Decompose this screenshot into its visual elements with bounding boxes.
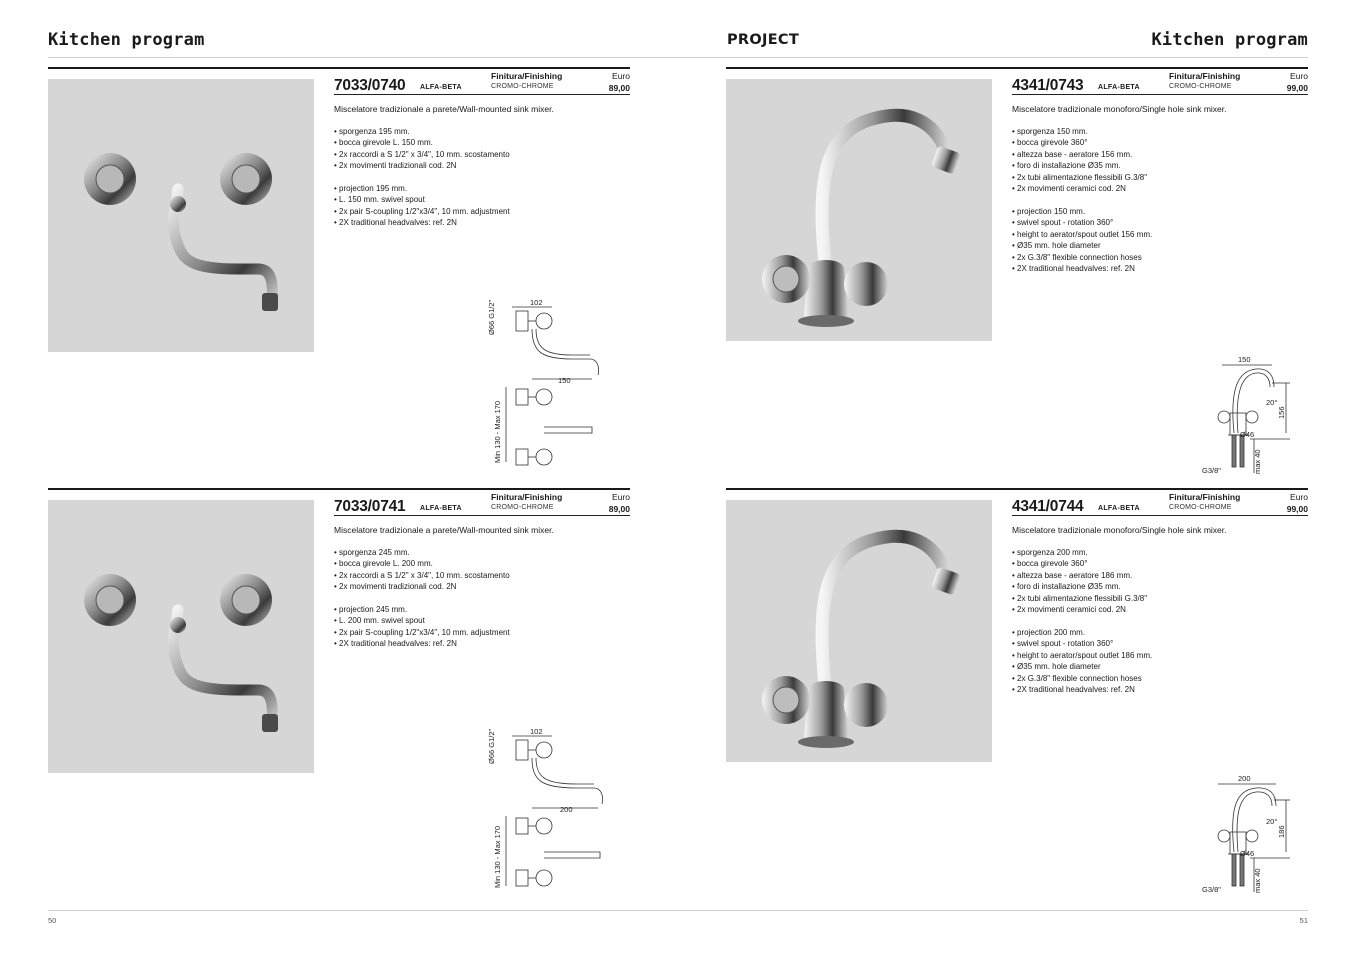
dimension-height: 156 xyxy=(1277,406,1286,419)
dimension-base: Ø46 xyxy=(1240,849,1255,858)
product-photo-wall-mixer xyxy=(48,79,314,352)
feature-item: • 2x pair S-coupling 1/2"x3/4", 10 mm. adjustment xyxy=(334,206,510,217)
features-italian xyxy=(1012,547,1147,615)
sink-mixer-illustration xyxy=(726,79,992,341)
feature-item: • bocca girevole 360° xyxy=(1012,137,1147,148)
product-brand: ALFA-BETA xyxy=(1098,505,1140,512)
feature-item: • 2x tubi alimentazione flessibili G.3/8" xyxy=(1012,172,1147,183)
product-card-7033-0740 xyxy=(48,67,630,479)
features-english xyxy=(334,604,510,650)
dimension-hose: G3/8" xyxy=(1202,466,1221,475)
price-label: Euro xyxy=(612,71,630,81)
dimension-top: 102 xyxy=(530,727,543,736)
feature-item: • 2x pair S-coupling 1/2"x3/4", 10 mm. adjustment xyxy=(334,627,510,638)
product-code: 4341/0743 xyxy=(1012,77,1084,94)
feature-item: • sporgenza 200 mm. xyxy=(1012,547,1147,558)
price-value: 89,00 xyxy=(608,504,630,514)
features-english xyxy=(334,183,510,229)
header-underline xyxy=(334,515,630,516)
sink-mixer-illustration xyxy=(726,500,992,762)
feature-item: • bocca girevole 360° xyxy=(1012,558,1147,569)
finishing-label: Finitura/Finishing xyxy=(1169,71,1241,81)
feature-item: • bocca girevole L. 150 mm. xyxy=(334,137,510,148)
technical-drawing-sink-mixer xyxy=(1200,353,1300,482)
header-underline xyxy=(1012,94,1308,95)
feature-item: • 2x movimenti tradizionali cod. 2N xyxy=(334,160,510,171)
product-code: 7033/0741 xyxy=(334,498,406,515)
feature-item: • sporgenza 150 mm. xyxy=(1012,126,1147,137)
feature-item: • projection 150 mm. xyxy=(1012,206,1152,217)
feature-item: • projection 200 mm. xyxy=(1012,627,1152,638)
product-card-4341-0744 xyxy=(726,488,1308,900)
header-underline xyxy=(334,94,630,95)
price-value: 89,00 xyxy=(608,83,630,93)
dimension-top: 102 xyxy=(530,298,543,307)
feature-item: • Ø35 mm. hole diameter xyxy=(1012,661,1152,672)
left-page-title: Kitchen program xyxy=(48,30,205,50)
dimension-angle: 20° xyxy=(1266,398,1278,407)
dimension-max: max 40 xyxy=(1253,449,1262,474)
dimension-range: Min 130 - Max 170 xyxy=(493,400,502,463)
price-value: 99,00 xyxy=(1286,83,1308,93)
feature-item: • 2X traditional headvalves: ref. 2N xyxy=(1012,684,1152,695)
product-description: Miscelatore tradizionale monoforo/Single hole sink mixer. xyxy=(1012,104,1227,114)
feature-item: • swivel spout - rotation 360° xyxy=(1012,638,1152,649)
price-label: Euro xyxy=(1290,71,1308,81)
footer-divider xyxy=(48,910,1308,911)
feature-item: • L. 200 mm. swivel spout xyxy=(334,615,510,626)
dimension-spout: 200 xyxy=(560,805,573,814)
technical-drawing-wall-mixer xyxy=(482,297,612,472)
feature-item: • 2X traditional headvalves: ref. 2N xyxy=(334,217,510,228)
feature-item: • 2x movimenti ceramici cod. 2N xyxy=(1012,604,1147,615)
feature-item: • projection 195 mm. xyxy=(334,183,510,194)
wall-mixer-illustration xyxy=(48,500,314,773)
product-description: Miscelatore tradizionale monoforo/Single hole sink mixer. xyxy=(1012,525,1227,535)
product-description: Miscelatore tradizionale a parete/Wall-mounted sink mixer. xyxy=(334,525,554,535)
dimension-range: Min 130 - Max 170 xyxy=(493,825,502,888)
technical-drawing-wall-mixer xyxy=(482,726,612,901)
product-top-rule xyxy=(726,488,1308,490)
dimension-drawing xyxy=(482,726,612,896)
wall-mixer-illustration xyxy=(48,79,314,352)
dimension-drawing xyxy=(1200,772,1300,896)
feature-item: • 2x movimenti tradizionali cod. 2N xyxy=(334,581,510,592)
dimension-angle: 20° xyxy=(1266,817,1278,826)
brand-title: PROJECT xyxy=(727,32,800,48)
dimension-pipe: Ø66 G1/2" xyxy=(487,299,496,335)
dimension-base: Ø46 xyxy=(1240,430,1255,439)
feature-item: • height to aerator/spout outlet 156 mm. xyxy=(1012,229,1152,240)
feature-item: • foro di installazione Ø35 mm. xyxy=(1012,581,1147,592)
dimension-spout: 150 xyxy=(558,376,571,385)
finishing-value: CROMO-CHROME xyxy=(1169,504,1232,511)
product-code: 4341/0744 xyxy=(1012,498,1084,515)
product-photo-wall-mixer xyxy=(48,500,314,773)
feature-item: • 2x raccordi a S 1/2" x 3/4", 10 mm. scostamento xyxy=(334,149,510,160)
product-brand: ALFA-BETA xyxy=(1098,84,1140,91)
product-top-rule xyxy=(48,67,630,69)
header-underline xyxy=(1012,515,1308,516)
finishing-value: CROMO-CHROME xyxy=(1169,83,1232,90)
product-description: Miscelatore tradizionale a parete/Wall-mounted sink mixer. xyxy=(334,104,554,114)
product-card-7033-0741 xyxy=(48,488,630,900)
features-italian xyxy=(1012,126,1147,194)
finishing-label: Finitura/Finishing xyxy=(491,71,563,81)
features-italian xyxy=(334,547,510,593)
feature-item: • bocca girevole L. 200 mm. xyxy=(334,558,510,569)
product-top-rule xyxy=(726,67,1308,69)
price-label: Euro xyxy=(1290,492,1308,502)
technical-drawing-sink-mixer xyxy=(1200,772,1300,901)
product-top-rule xyxy=(48,488,630,490)
feature-item: • 2X traditional headvalves: ref. 2N xyxy=(1012,263,1152,274)
price-value: 99,00 xyxy=(1286,504,1308,514)
dimension-max: max 40 xyxy=(1253,868,1262,893)
feature-item: • 2x G.3/8" flexible connection hoses xyxy=(1012,673,1152,684)
product-brand: ALFA-BETA xyxy=(420,505,462,512)
features-italian xyxy=(334,126,510,172)
feature-item: • 2x movimenti ceramici cod. 2N xyxy=(1012,183,1147,194)
page-number-right: 51 xyxy=(1299,916,1308,925)
page-number-left: 50 xyxy=(48,916,57,925)
feature-item: • altezza base - aeratore 156 mm. xyxy=(1012,149,1147,160)
feature-item: • 2X traditional headvalves: ref. 2N xyxy=(334,638,510,649)
header-divider xyxy=(48,57,1308,58)
finishing-value: CROMO-CHROME xyxy=(491,83,554,90)
feature-item: • sporgenza 195 mm. xyxy=(334,126,510,137)
finishing-label: Finitura/Finishing xyxy=(1169,492,1241,502)
feature-item: • L. 150 mm. swivel spout xyxy=(334,194,510,205)
dimension-drawing xyxy=(482,297,612,467)
dimension-top: 150 xyxy=(1238,355,1251,364)
finishing-value: CROMO-CHROME xyxy=(491,504,554,511)
product-code: 7033/0740 xyxy=(334,77,406,94)
dimension-pipe: Ø66 G1/2" xyxy=(487,728,496,764)
dimension-hose: G3/8" xyxy=(1202,885,1221,894)
feature-item: • sporgenza 245 mm. xyxy=(334,547,510,558)
features-english xyxy=(1012,627,1152,695)
right-page-title: Kitchen program xyxy=(1151,30,1308,50)
feature-item: • swivel spout - rotation 360° xyxy=(1012,217,1152,228)
feature-item: • 2x G.3/8" flexible connection hoses xyxy=(1012,252,1152,263)
product-card-4341-0743 xyxy=(726,67,1308,479)
finishing-label: Finitura/Finishing xyxy=(491,492,563,502)
product-brand: ALFA-BETA xyxy=(420,84,462,91)
product-photo-sink-mixer xyxy=(726,79,992,341)
feature-item: • Ø35 mm. hole diameter xyxy=(1012,240,1152,251)
feature-item: • 2x raccordi a S 1/2" x 3/4", 10 mm. scostamento xyxy=(334,570,510,581)
feature-item: • projection 245 mm. xyxy=(334,604,510,615)
dimension-top: 200 xyxy=(1238,774,1251,783)
price-label: Euro xyxy=(612,492,630,502)
product-photo-sink-mixer xyxy=(726,500,992,762)
dimension-height: 186 xyxy=(1277,825,1286,838)
feature-item: • 2x tubi alimentazione flessibili G.3/8" xyxy=(1012,593,1147,604)
feature-item: • altezza base - aeratore 186 mm. xyxy=(1012,570,1147,581)
dimension-drawing xyxy=(1200,353,1300,477)
feature-item: • height to aerator/spout outlet 186 mm. xyxy=(1012,650,1152,661)
features-english xyxy=(1012,206,1152,274)
feature-item: • foro di installazione Ø35 mm. xyxy=(1012,160,1147,171)
